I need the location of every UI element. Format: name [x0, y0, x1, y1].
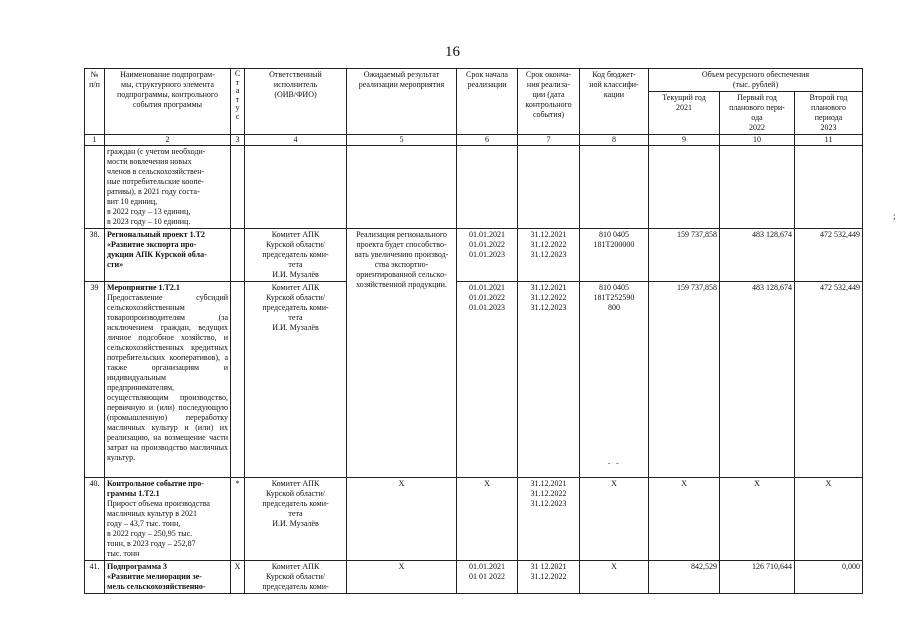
- row-num: 40.: [85, 478, 105, 561]
- row-code: 810 0405 181Т252590 800: [580, 282, 649, 478]
- header-year-first: Первый год планового пери- ода 2022: [720, 92, 795, 135]
- row-status: *: [231, 478, 245, 561]
- row-result: Х: [347, 561, 457, 594]
- row-start: [457, 146, 518, 229]
- row-y2021: [649, 146, 720, 229]
- column-number: 6: [457, 135, 518, 146]
- column-number: 7: [518, 135, 580, 146]
- header-year-current: Текущий год 2021: [649, 92, 720, 135]
- row-result: Х: [347, 478, 457, 561]
- row-y2021: 159 737,858: [649, 229, 720, 282]
- row-result: Реализация регионального проекта будет способство- вать увеличению производ- ства экспортно- ориентированной сельско- хозяйственной продукции.: [347, 229, 457, 478]
- column-number: 2: [105, 135, 231, 146]
- table-row: [85, 478, 863, 561]
- column-number: 3: [231, 135, 245, 146]
- row-y2023: 472 532,449: [795, 229, 863, 282]
- row-code: Х: [580, 561, 649, 594]
- row-end: [518, 146, 580, 229]
- row-title: Подпрограмма 3 «Развитие мелиорации зе- мель сельскохозяйственно-: [107, 562, 206, 591]
- margin-mark: ;: [893, 211, 896, 221]
- row-num: 39: [85, 282, 105, 478]
- header-code: Код бюджет- ной классифи- кации: [580, 69, 649, 135]
- row-start: 01.01.2021 01.01.2022 01.01.2023: [457, 282, 518, 478]
- row-title: Региональный проект 1.Т2 «Развитие экспорта про- дукции АПК Курской обла- сти»: [107, 230, 207, 269]
- header-name: Наименование подпрограм- мы, структурного элемента подпрограммы, контрольного события программы: [105, 69, 231, 135]
- row-name-cell: [105, 478, 231, 561]
- table-row: [85, 146, 863, 229]
- column-number: 1: [85, 135, 105, 146]
- column-number: 9: [649, 135, 720, 146]
- row-executor: Комитет АПК Курской области/ председатель коми- тета И.И. Музалёв: [245, 229, 347, 282]
- row-name-cell: [105, 146, 231, 229]
- row-y2022: 483 128,674: [720, 282, 795, 478]
- row-status: [231, 146, 245, 229]
- row-executor: [245, 146, 347, 229]
- header-status: С т а т у с: [231, 69, 245, 135]
- row-num: [85, 146, 105, 229]
- row-y2022: 483 128,674: [720, 229, 795, 282]
- row-name-cell: [105, 561, 231, 594]
- table-row: [85, 229, 863, 282]
- row-y2023: Х: [795, 478, 863, 561]
- row-title: Мероприятие 1.Т2.1: [107, 283, 180, 292]
- row-end: 31.12.2021 31.12.2022 31.12.2023: [518, 229, 580, 282]
- row-num: 41.: [85, 561, 105, 594]
- page-number: 16: [445, 44, 460, 60]
- row-y2023: [795, 146, 863, 229]
- row-y2022: [720, 146, 795, 229]
- header-executor: Ответственный исполнитель (ОИВ/ФИО): [245, 69, 347, 135]
- table-row: [85, 561, 863, 594]
- row-executor: Комитет АПК Курской области/ председатель коми-: [245, 561, 347, 594]
- header-result: Ожидаемый результат реализации мероприятия: [347, 69, 457, 135]
- row-y2021: Х: [649, 478, 720, 561]
- program-table: [84, 68, 863, 594]
- row-y2021: 159 737,858: [649, 282, 720, 478]
- row-y2023: 472 532,449: [795, 282, 863, 478]
- row-name-cell: [105, 229, 231, 282]
- table-row: [85, 282, 863, 478]
- row-start: Х: [457, 478, 518, 561]
- row-end: 31.12.2021 31.12.2022 31.12.2023: [518, 282, 580, 478]
- row-title: Контрольное событие про- граммы 1.Т2.1: [107, 479, 204, 498]
- header-num: № п/п: [85, 69, 105, 135]
- column-number: 10: [720, 135, 795, 146]
- row-status: [231, 229, 245, 282]
- column-number: 5: [347, 135, 457, 146]
- row-executor: Комитет АПК Курской области/ председатель коми- тета И.И. Музалёв: [245, 282, 347, 478]
- header-end: Срок оконча- ния реализа- ции (дата контрольного события): [518, 69, 580, 135]
- column-number: 8: [580, 135, 649, 146]
- header-resources: Объем ресурсного обеспечения (тыс. рублей): [649, 69, 863, 92]
- row-executor: Комитет АПК Курской области/ председатель коми- тета И.И. Музалёв: [245, 478, 347, 561]
- row-num: 38.: [85, 229, 105, 282]
- row-y2023: 0,000: [795, 561, 863, 594]
- column-numbers-row: [85, 135, 863, 146]
- row-text: Предоставление субсидий сельскохозяйственным товаропроизводителям (за исключением граждан, ведущих личное подсобное хозяйство, и сельскохозяйственных кредитных потребительских кооперативов), а также организациям и индивидуальным предпринимателям, осуществляющим производство, первичную и (или) последующую (промышленную) переработку масличных культур и (или) их реализацию, на возмещение части затрат на производство масличных культур.: [107, 293, 228, 462]
- column-number: 11: [795, 135, 863, 146]
- row-start: 01.01.2021 01 01 2022: [457, 561, 518, 594]
- row-code: [580, 146, 649, 229]
- row-code: Х: [580, 478, 649, 561]
- row-name-cell: [105, 282, 231, 478]
- row-start: 01.01.2021 01.01.2022 01.01.2023: [457, 229, 518, 282]
- row-status: [231, 282, 245, 478]
- row-text: граждан (с учетом необходи- мости вовлечения новых членов в сельскохозяйствен- ные потребительские коопе- ративы), в 2021 году соста- вит 10 единиц, в 2022 году – 13 единиц, в 2023 году – 10 единиц.: [107, 147, 206, 226]
- row-result: [347, 146, 457, 229]
- header-year-second: Второй год планового периода 2023: [795, 92, 863, 135]
- row-code: 810 0405 181Т200000: [580, 229, 649, 282]
- row-text: Прирост объема производства масличных культур в 2021 году – 43,7 тыс. тонн, в 2022 году – 250,95 тыс. тонн, в 2023 году – 252,87 тыс. тонн: [107, 499, 210, 558]
- header-start: Срок начала реализации: [457, 69, 518, 135]
- header-row: [85, 69, 863, 92]
- dash-mark: - -: [608, 459, 621, 467]
- column-number: 4: [245, 135, 347, 146]
- row-end: 31 12.2021 31.12.2022: [518, 561, 580, 594]
- row-y2022: Х: [720, 478, 795, 561]
- row-end: 31.12.2021 31.12.2022 31.12.2023: [518, 478, 580, 561]
- row-status: Х: [231, 561, 245, 594]
- row-y2021: 842,529: [649, 561, 720, 594]
- row-y2022: 126 710,644: [720, 561, 795, 594]
